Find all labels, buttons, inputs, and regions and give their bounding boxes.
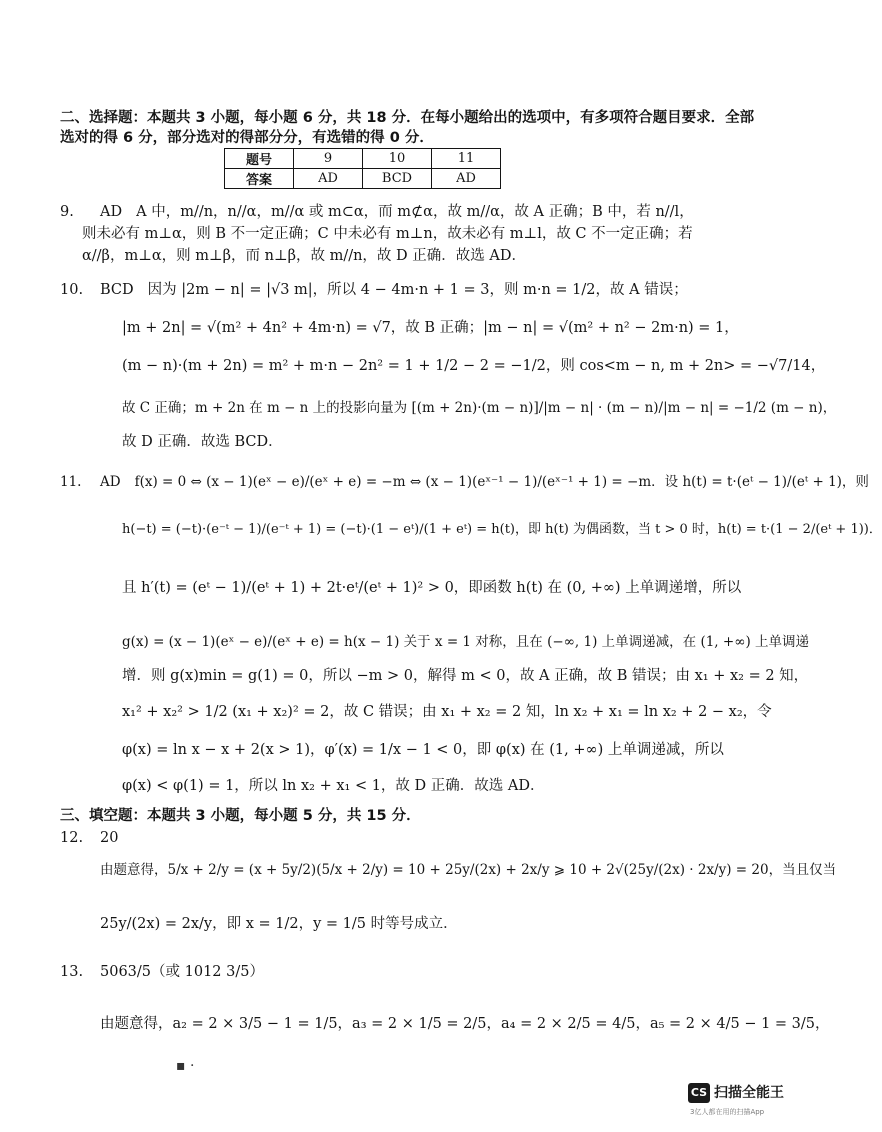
- cs-logo-icon: CS: [688, 1083, 710, 1103]
- q11-line-6: x₁² + x₂² > 1/2 (x₁ + x₂)² = 2，故 C 错误；由 x₁ + x₂ = 2 知，ln x₂ + x₁ = ln x₂ + 2 − x₂，令: [122, 704, 772, 720]
- q9-number: 9.: [60, 204, 74, 220]
- q10-text: 因为 |2m − n| = |√3 m|，所以 4 − 4m·n + 1 = 3，则 m·n = 1/2，故 A 错误；: [147, 282, 688, 298]
- table-row: [225, 169, 501, 189]
- table-header-answer: 答案: [225, 169, 294, 189]
- q12-line-2: 25y/(2x) = 2x/y，即 x = 1/2，y = 1/5 时等号成立．: [100, 916, 458, 932]
- q9-line-3: α//β，m⊥α，则 m⊥β，而 n⊥β，故 m//n，故 D 正确．故选 AD．: [82, 248, 526, 264]
- scanner-name: 扫描全能王: [714, 1085, 784, 1101]
- q13-line-0: [60, 962, 264, 982]
- q10-number: 10.: [60, 282, 84, 298]
- q11-line-4: g(x) = (x − 1)(eˣ − e)/(eˣ + e) = h(x − 1) 关于 x = 1 对称，且在 (−∞, 1) 上单调递减，在 (1, +∞) 上单调递: [122, 634, 809, 650]
- section2-heading: 二、选择题：本题共 3 小题，每小题 6 分，共 18 分．在每小题给出的选项中，有多项符合题目要求．全部: [60, 110, 755, 126]
- footer-marks: ▪ ·: [176, 1058, 195, 1074]
- q11-number: 11.: [60, 474, 82, 490]
- q12-number: 12.: [60, 830, 84, 846]
- q11-text: f(x) = 0 ⇔ (x − 1)(eˣ − e)/(eˣ + e) = −m ⇔ (x − 1)(eˣ⁻¹ − 1)/(eˣ⁻¹ + 1) = −m．设 h(t) = t·(eᵗ − 1)/(eᵗ + 1)，则: [134, 474, 869, 490]
- q11-line-1: [60, 472, 869, 492]
- q11-line-2: h(−t) = (−t)·(e⁻ᵗ − 1)/(e⁻ᵗ + 1) = (−t)·(1 − eᵗ)/(1 + eᵗ) = h(t)，即 h(t) 为偶函数，当 t > 0 时，h(t) = t·(1 − 2/(eᵗ + 1))．: [122, 522, 882, 537]
- table-cell: 11: [432, 149, 501, 169]
- table-cell: 10: [363, 149, 432, 169]
- table-row: [225, 149, 501, 169]
- q10-answer: BCD: [100, 282, 134, 298]
- table-cell: AD: [432, 169, 501, 189]
- q13-number: 13.: [60, 964, 84, 980]
- scanner-tagline: 3亿人都在用的扫描App: [690, 1108, 765, 1116]
- q11-answer: AD: [100, 474, 121, 490]
- table-cell: BCD: [363, 169, 432, 189]
- q9-text: A 中，m//n，n//α，m//α 或 m⊂α，而 m⊄α，故 m//α，故 A 正确；B 中，若 n//l，: [136, 204, 694, 220]
- q10-line-3: (m − n)·(m + 2n) = m² + m·n − 2n² = 1 + 1/2 − 2 = −1/2，则 cos<m − n, m + 2n> = −√7/14，: [122, 358, 826, 374]
- q10-line-5: 故 D 正确．故选 BCD．: [122, 434, 283, 450]
- q12-answer: 20: [100, 830, 119, 846]
- q10-line-2: |m + 2n| = √(m² + 4n² + 4m·n) = √7，故 B 正确；|m − n| = √(m² + n² − 2m·n) = 1，: [122, 320, 739, 336]
- q9-line-2: 则未必有 m⊥α，则 B 不一定正确；C 中未必有 m⊥n，故未必有 m⊥l，故 C 不一定正确；若: [82, 226, 693, 242]
- q11-line-5: 增．则 g(x)min = g(1) = 0，所以 −m > 0，解得 m < 0，故 A 正确，故 B 错误；由 x₁ + x₂ = 2 知，: [122, 668, 809, 684]
- q9-answer: AD: [100, 204, 123, 220]
- q9-line-1: [60, 202, 694, 222]
- q11-line-8: φ(x) < φ(1) = 1，所以 ln x₂ + x₁ < 1，故 D 正确．故选 AD．: [122, 778, 545, 794]
- q12-line-1: 由题意得，5/x + 2/y = (x + 5y/2)(5/x + 2/y) = 10 + 25y/(2x) + 2x/y ⩾ 10 + 2√(25y/(2x) · 2x/y) = 20，当且仅当: [100, 862, 837, 878]
- q13-answer: 5063/5（或 1012 3/5）: [100, 964, 264, 980]
- answer-table: [224, 148, 501, 189]
- section3-heading: 三、填空题：本题共 3 小题，每小题 5 分，共 15 分．: [60, 808, 421, 824]
- q12-line-0: [60, 828, 118, 848]
- q10-line-1: [60, 280, 688, 300]
- section2-heading-cont: 选对的得 6 分，部分选对的得部分分，有选错的得 0 分．: [60, 130, 434, 146]
- table-header-number: 题号: [225, 149, 294, 169]
- q11-line-3: 且 h′(t) = (eᵗ − 1)/(eᵗ + 1) + 2t·eᵗ/(eᵗ + 1)² > 0，即函数 h(t) 在 (0, +∞) 上单调递增，所以: [122, 580, 742, 596]
- q13-line-1: 由题意得，a₂ = 2 × 3/5 − 1 = 1/5，a₃ = 2 × 1/5 = 2/5，a₄ = 2 × 2/5 = 4/5，a₅ = 2 × 4/5 − 1 = 3/5，: [100, 1016, 830, 1032]
- table-cell: AD: [294, 169, 363, 189]
- q11-line-7: φ(x) = ln x − x + 2(x > 1)，φ′(x) = 1/x − 1 < 0，即 φ(x) 在 (1, +∞) 上单调递减，所以: [122, 742, 724, 758]
- scanner-watermark: [688, 1079, 784, 1119]
- table-cell: 9: [294, 149, 363, 169]
- q10-line-4: 故 C 正确；m + 2n 在 m − n 上的投影向量为 [(m + 2n)·(m − n)]/|m − n| · (m − n)/|m − n| = −1/2 (m − n)，: [122, 400, 837, 416]
